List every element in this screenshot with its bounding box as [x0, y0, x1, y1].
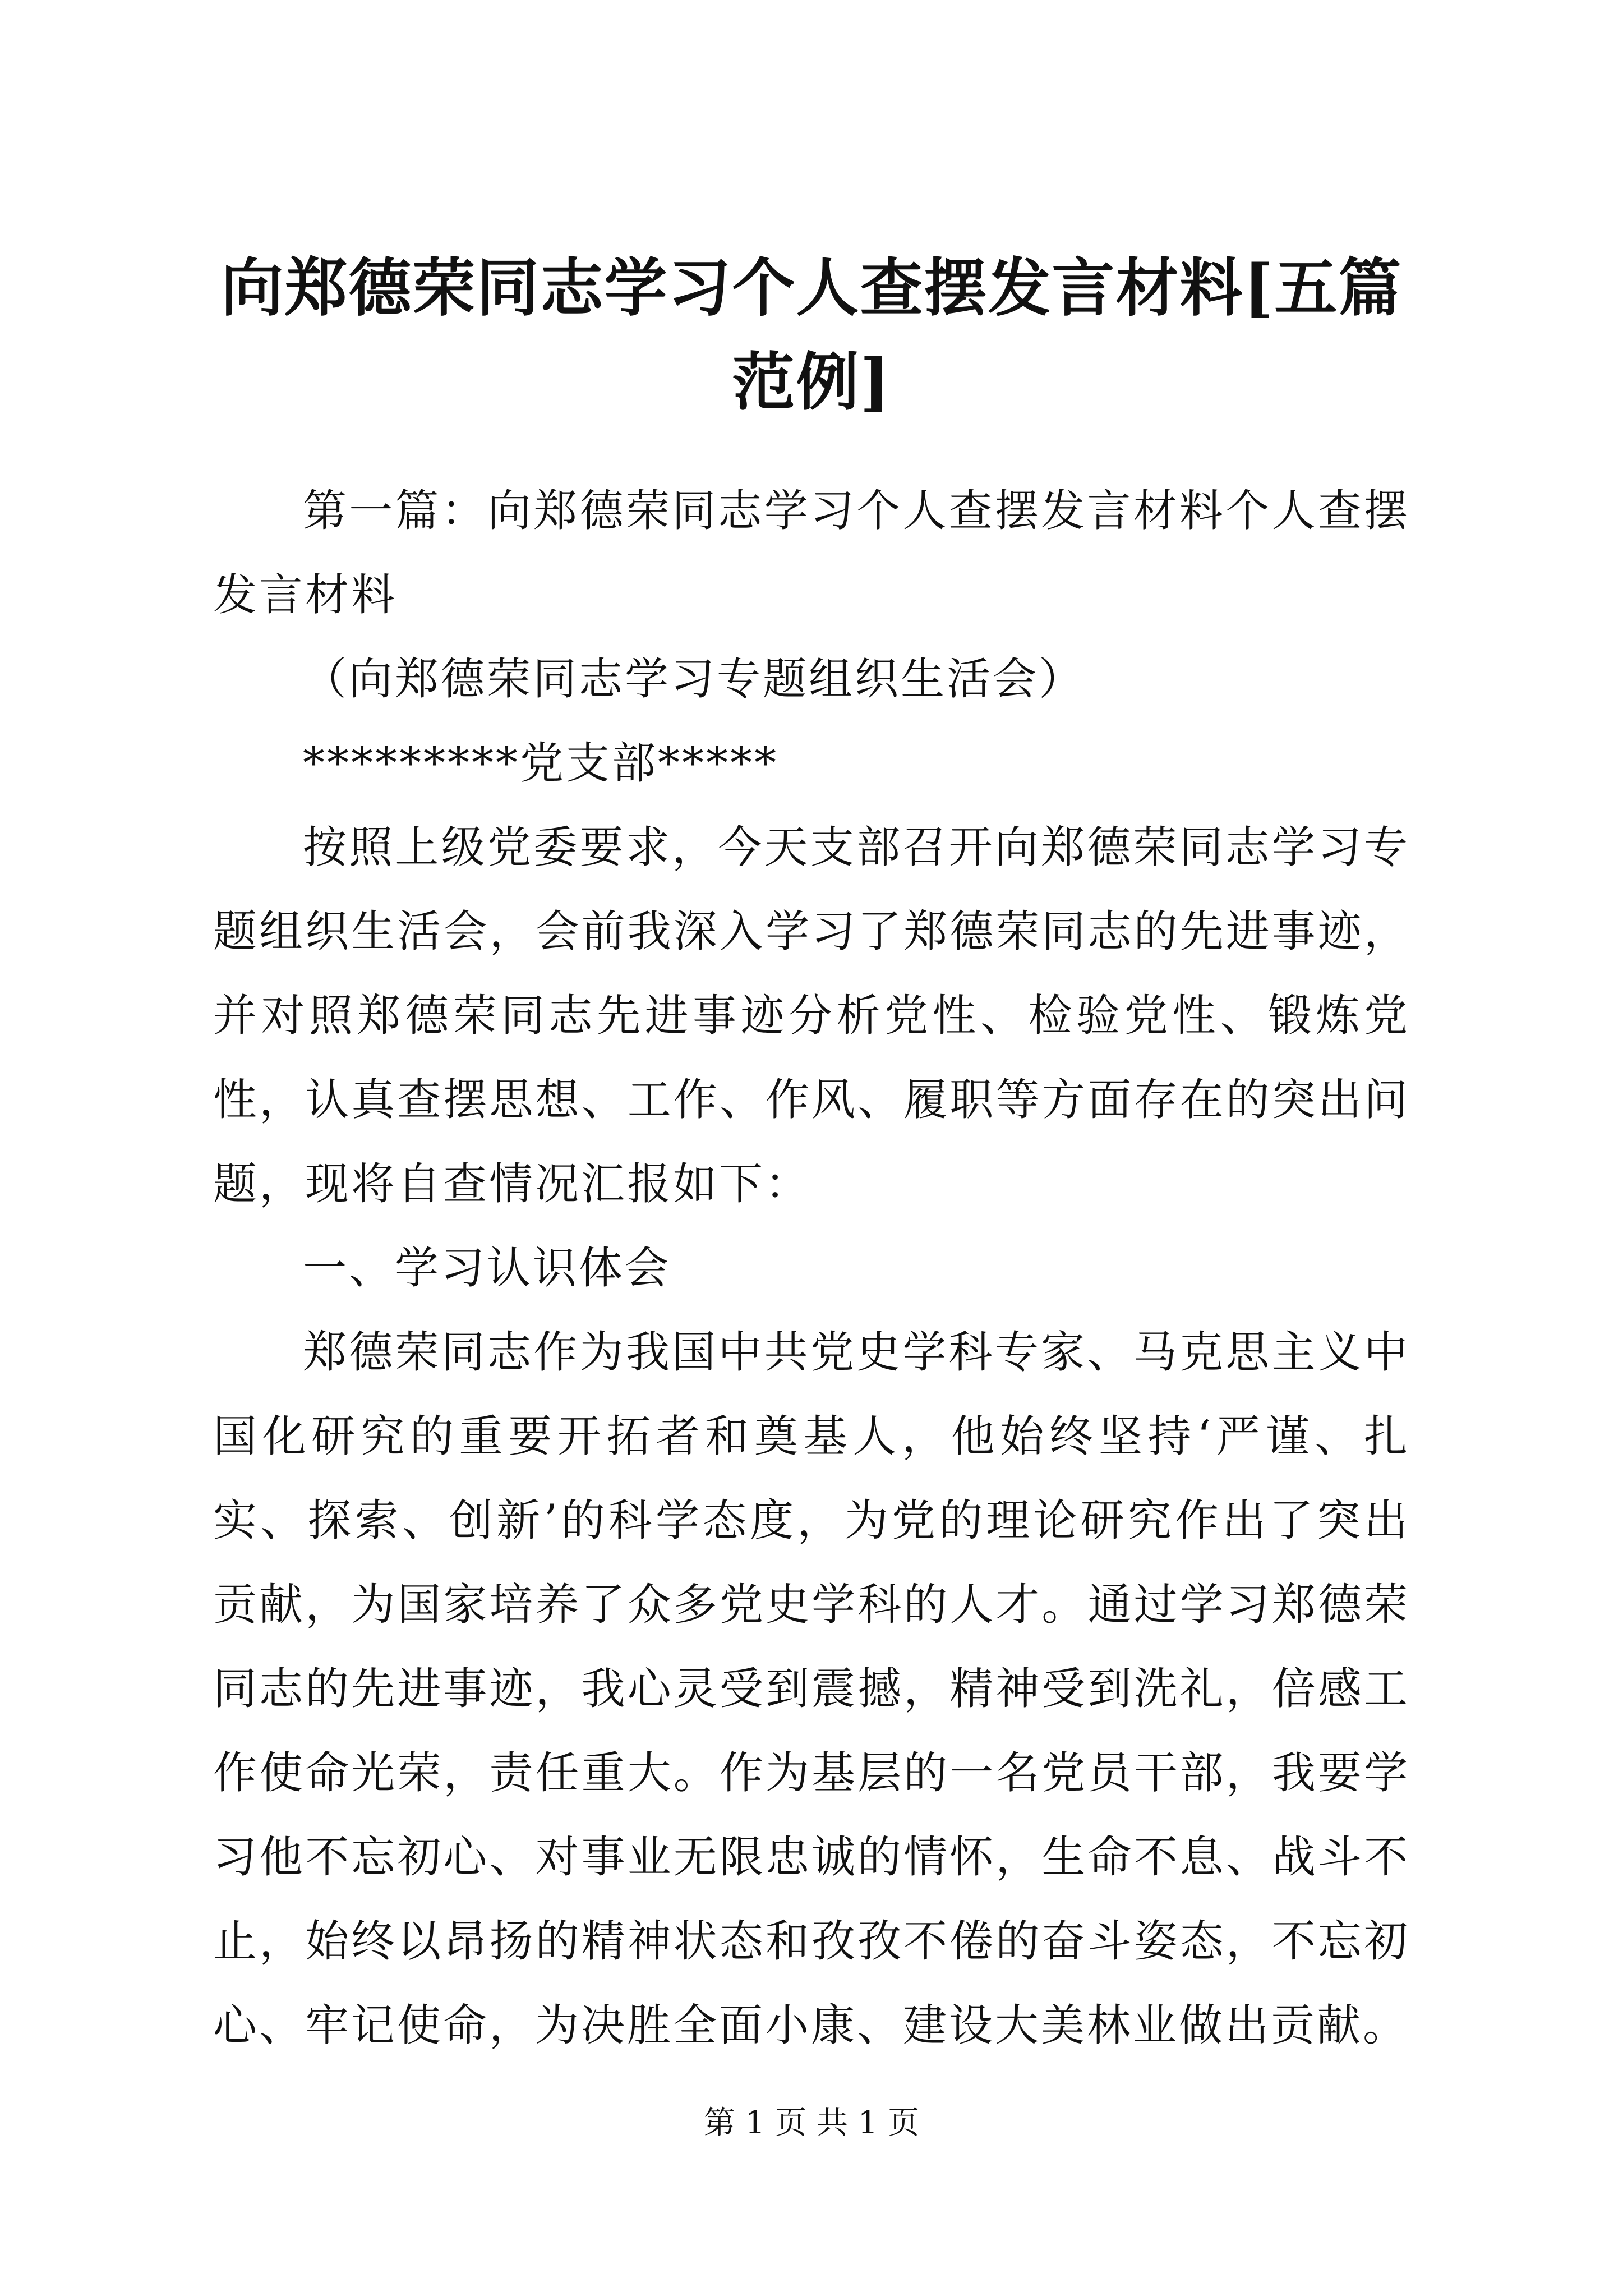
section-heading-part-one: 第一篇：向郑德荣同志学习个人查摆发言材料个人查摆发言材料 — [213, 486, 1410, 620]
document-body — [213, 469, 1410, 2068]
section-heading-study: 一、学习认识体会 — [303, 1243, 671, 1294]
study-paragraph: 郑德荣同志作为我国中共党史学科专家、马克思主义中国化研究的重要开拓者和奠基人，他始终坚持‘严谨、扎实、探索、创新’的科学态度，为党的理论研究作出了突出贡献，为国家培养了众多党史学科的人才。通过学习郑德荣同志的先进事迹，我心灵受到震撼，精神受到洗礼，倍感工作使命光荣，责任重大。作为基层的一名党员干部，我要学习他不忘初心、对事业无限忠诚的情怀，生命不息、战斗不止，始终以昂扬的精神状态和孜孜不倦的奋斗姿态，不忘初心、牢记使命，为决胜全面小康、建设大美林业做出贡献。 — [213, 1327, 1410, 2051]
page-footer: 第 1 页 共 1 页 — [703, 2105, 920, 2141]
intro-paragraph: 按照上级党委要求，今天支部召开向郑德荣同志学习专题组织生活会，会前我深入学习了郑德荣同志的先进事迹，并对照郑德荣同志先进事迹分析党性、检验党性、锻炼党性，认真查摆思想、工作、作风、履职等方面存在的突出问题，现将自查情况汇报如下： — [213, 822, 1410, 1209]
subtitle-meeting: （向郑德荣同志学习专题组织生活会） — [303, 654, 1085, 705]
document-title: 向郑德荣同志学习个人查摆发言材料[五篇范例] — [220, 251, 1403, 419]
party-branch-line: *********党支部***** — [303, 738, 779, 789]
